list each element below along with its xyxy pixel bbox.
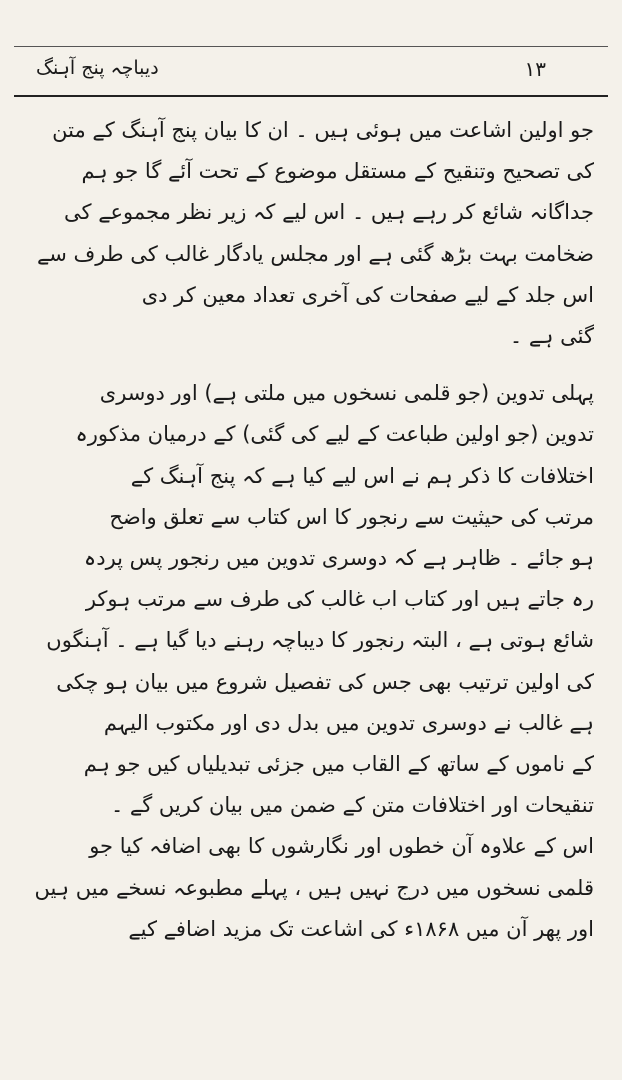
- text-line: جداگانہ شائع کر رہے ہیں ۔ اس لیے کہ زیر نظر مجموعے کی: [64, 200, 594, 225]
- text-line: اور پھر آن میں ۱۸۶۸ء کی اشاعت تک مزید اضافے کیے: [128, 916, 594, 941]
- text-line: رہ جاتے ہیں اور کتاب اب غالب کی طرف سے مرتب ہوکر: [85, 587, 594, 612]
- text-line: اس کے علاوہ آن خطوں اور نگارشوں کا بھی اضافہ کیا جو: [89, 834, 594, 859]
- running-title: دیباچہ پنج آہنگ: [36, 57, 159, 79]
- text-line: کے ناموں کے ساتھ کے القاب میں جزئی تبدیلیاں کیں جو ہم: [83, 752, 594, 777]
- text-line: تنقیحات اور اختلافات متن کے ضمن میں بیان کریں گے ۔: [110, 793, 594, 818]
- text-line: کی تصحیح وتنقیح کے مستقل موضوع کے تحت آئے گا جو ہم: [81, 159, 594, 184]
- text-line: گئی ہے ۔: [509, 324, 594, 349]
- text-line: پہلی تدوین (جو قلمی نسخوں میں ملتی ہے) اور دوسری: [99, 381, 594, 406]
- text-line: قلمی نسخوں میں درج نہیں ہیں ، پہلے مطبوعہ نسخے میں ہیں: [34, 875, 594, 900]
- page-body: [32, 110, 594, 966]
- text-line: تدوین (جو اولین طباعت کے لیے کی گئی) کے درمیان مذکورہ: [75, 422, 594, 447]
- text-line: جو اولین اشاعت میں ہوئی ہیں ۔ ان کا بیان پنج آہنگ کے متن: [52, 118, 594, 142]
- page-header: [14, 46, 608, 97]
- text-line: کی اولین ترتیب بھی جس کی تفصیل شروع میں بیان ہو چکی: [56, 669, 594, 694]
- page-number: ۱۳: [524, 57, 546, 81]
- text-line: ضخامت بہت بڑھ گئی ہے اور مجلس یادگار غالب کی طرف سے: [36, 241, 594, 266]
- text-line: شائع ہوتی ہے ، البتہ رنجور کا دیباچہ رہنے دیا گیا ہے ۔ آہنگوں: [46, 628, 594, 653]
- text-line: مرتب کی حیثیت سے رنجور کا اس کتاب سے تعلق واضح: [109, 504, 594, 529]
- text-line: اس جلد کے لیے صفحات کی آخری تعداد معین کر دی: [141, 282, 594, 307]
- paragraph-1: [32, 110, 594, 357]
- text-line: ہو جائے ۔ ظاہر ہے کہ دوسری تدوین میں رنجور پس پردہ: [83, 546, 594, 571]
- text-line: ہے غالب نے دوسری تدوین میں بدل دی اور مکتوب الیہم: [103, 710, 594, 735]
- paragraph-2: [32, 373, 594, 950]
- text-line: اختلافات کا ذکر ہم نے اس لیے کیا ہے کہ پنج آہنگ کے: [130, 463, 594, 488]
